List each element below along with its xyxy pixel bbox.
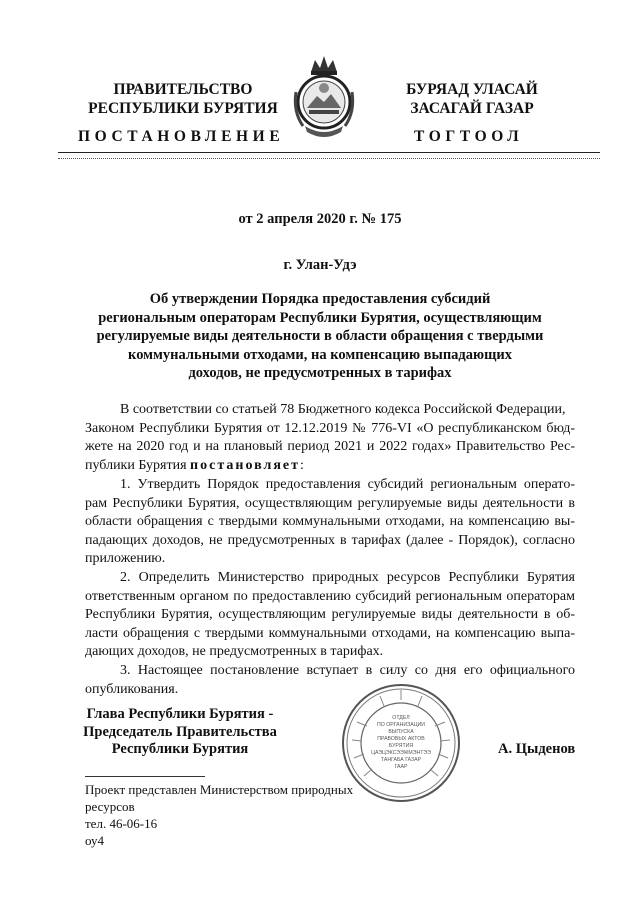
coat-of-arms-emblem <box>289 52 359 140</box>
position-line: Глава Республики Бурятия - <box>86 706 274 722</box>
seal-text-line: ПО ОРГАНИЗАЦИИ <box>377 722 425 728</box>
body-line: Республики Бурятия, осуществляющим регулируемые виды деятельности в об- <box>85 607 575 623</box>
doc-type-bua: ТОГТООЛ <box>414 128 524 145</box>
body-line: жете на 2020 год и на плановый период 2021 и 2022 годах» Правительство Рес- <box>85 439 575 455</box>
title-line: Об утверждении Порядка предоставления субсидий <box>149 291 491 307</box>
decree-item-3 <box>85 662 575 699</box>
seal-text-line: БУРЯТИЯ <box>388 743 414 749</box>
title-line: коммунальными отходами, на компенсацию выпадающих <box>128 346 512 363</box>
seal-text-line: ТАНГАБА ГАЗАР <box>380 757 422 763</box>
footer-line: ресурсов <box>85 799 135 814</box>
title-line: региональным операторам Республики Бурятия, осуществляющим <box>98 309 542 326</box>
position-line: Председатель Правительства <box>83 723 277 740</box>
footer-line: оу4 <box>85 833 105 848</box>
header-right-line1: БУРЯАД УЛАСАЙ <box>406 81 538 98</box>
body-line: 1. Утвердить Порядок предоставления субсидий региональным операто- <box>120 477 575 492</box>
seal-text-line: ВЫПУСКА <box>388 729 414 735</box>
body-line: В соответствии со статьей 78 Бюджетного кодекса Российской Федерации, <box>120 402 566 417</box>
footer-rule <box>85 776 205 777</box>
signatory-position <box>74 706 286 759</box>
body-line: дающих доходов, не предусмотренных в тарифах. <box>85 644 384 660</box>
decree-word: постановляет <box>190 457 300 473</box>
body-line: области обращения с твердыми коммунальными отходами, на компенсацию вы- <box>85 514 575 530</box>
body-line: падающих доходов, не предусмотренных в тарифах (далее - Порядок), согласно <box>85 532 575 548</box>
government-name-bua <box>372 80 572 118</box>
position-line: Республики Бурятия <box>111 741 249 757</box>
body-line: Законом Республики Бурятия от 12.12.2019 № 776-VI «О республиканском бюд- <box>85 420 575 436</box>
header-left-line2: РЕСПУБЛИКИ БУРЯТИЯ <box>88 100 278 117</box>
signatory-name: А. Цыденов <box>498 741 576 757</box>
decree-suffix: : <box>300 457 304 473</box>
decree-prefix: публики Бурятия <box>85 457 191 473</box>
decree-item-2 <box>85 569 575 662</box>
body-line: приложению. <box>85 551 166 567</box>
body-line: ласти обращения с твердыми коммунальными отходами, на компенсацию выпа- <box>85 625 575 641</box>
document-date-number: от 2 апреля 2020 г. № 175 <box>238 211 402 227</box>
decree-item-1 <box>85 476 575 569</box>
body-line: 3. Настоящее постановление вступает в силу со дня его официального <box>120 663 575 678</box>
header-left-line1: ПРАВИТЕЛЬСТВО <box>113 81 253 98</box>
seal-text-line: ЦАЭЦЭКСЭЭЖМЭНТЭЭ <box>371 750 431 756</box>
footer-line: тел. 46-06-16 <box>85 816 158 831</box>
preamble-paragraph <box>85 401 575 475</box>
footer-line: Проект представлен Министерством природных <box>85 782 354 797</box>
seal-text-line: ГААР <box>394 764 408 770</box>
document-title <box>60 290 580 383</box>
official-seal-stamp <box>340 682 462 804</box>
footer-note <box>85 781 353 849</box>
body-line: рам Республики Бурятия, осуществляющим регулируемые виды деятельности в <box>85 495 575 511</box>
seal-text-line: ПРАВОВЫХ АКТОВ <box>377 736 425 742</box>
government-name-ru <box>78 80 288 118</box>
body-line: 2. Определить Министерство природных ресурсов Республики Бурятия <box>120 570 575 585</box>
header-rule <box>58 152 600 153</box>
body-line-decree <box>85 457 575 476</box>
title-line: регулируемые виды деятельности в области обращения с твердыми <box>96 328 544 344</box>
seal-text-line: ОТДЕЛ <box>392 715 410 721</box>
body-line: ответственным органом по предоставлению субсидий региональным операторам <box>85 588 575 604</box>
title-line: доходов, не предусмотренных в тарифах <box>188 365 452 381</box>
doc-type-ru: ПОСТАНОВЛЕНИЕ <box>78 128 285 145</box>
document-city: г. Улан-Удэ <box>283 257 357 273</box>
body-line: опубликования. <box>85 681 179 697</box>
header-rule-dotted <box>58 158 600 159</box>
header-right-line2: ЗАСАГАЙ ГАЗАР <box>410 100 534 117</box>
